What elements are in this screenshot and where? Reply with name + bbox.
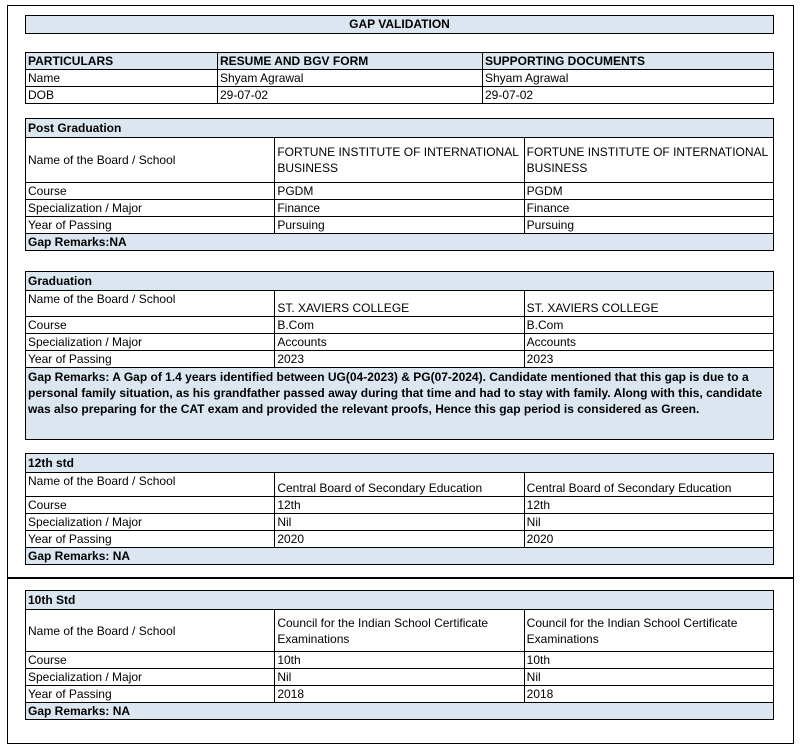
resume-value: 10th [275, 652, 524, 669]
resume-value: Nil [275, 514, 524, 531]
docs-value: Nil [524, 669, 773, 686]
docs-value: Finance [524, 200, 773, 217]
resume-value: B.Com [275, 317, 524, 334]
resume-value: Council for the Indian School Certificate Examinations [275, 610, 524, 652]
docs-value: ST. XAVIERS COLLEGE [524, 291, 773, 317]
resume-value: Central Board of Secondary Education [275, 473, 524, 497]
resume-value: ST. XAVIERS COLLEGE [275, 291, 524, 317]
std12-table [25, 453, 774, 565]
docs-value: PGDM [524, 183, 773, 200]
std10-table [25, 590, 774, 720]
row-label: Course [26, 497, 275, 514]
row-label: Year of Passing [26, 217, 275, 234]
docs-value: 2018 [524, 686, 773, 703]
section-heading: 10th Std [26, 591, 774, 610]
row-label: Specialization / Major [26, 200, 275, 217]
row-label: Year of Passing [26, 531, 275, 548]
section-heading: 12th std [26, 454, 774, 473]
row-label: Course [26, 183, 275, 200]
resume-value: 2020 [275, 531, 524, 548]
row-label: Name [26, 70, 218, 87]
post-graduation-table [25, 118, 774, 251]
docs-value: 10th [524, 652, 773, 669]
gap-remarks: Gap Remarks: NA [26, 703, 774, 720]
row-label: Specialization / Major [26, 514, 275, 531]
gap-remarks: Gap Remarks: NA [26, 548, 774, 565]
row-label: Year of Passing [26, 351, 275, 368]
docs-value: Accounts [524, 334, 773, 351]
docs-value: Shyam Agrawal [483, 70, 774, 87]
docs-value: 29-07-02 [483, 87, 774, 104]
row-label: Specialization / Major [26, 334, 275, 351]
row-label: Specialization / Major [26, 669, 275, 686]
resume-value: 2018 [275, 686, 524, 703]
header-resume: RESUME AND BGV FORM [218, 53, 483, 70]
docs-value: 12th [524, 497, 773, 514]
resume-value: Pursuing [275, 217, 524, 234]
row-label: Name of the Board / School [26, 473, 275, 497]
docs-value: Pursuing [524, 217, 773, 234]
row-label: Course [26, 652, 275, 669]
docs-value: Nil [524, 514, 773, 531]
row-label: Year of Passing [26, 686, 275, 703]
resume-value: Shyam Agrawal [218, 70, 483, 87]
row-label: Name of the Board / School [26, 291, 275, 317]
resume-value: Accounts [275, 334, 524, 351]
row-label: DOB [26, 87, 218, 104]
section-heading: Post Graduation [26, 119, 774, 138]
docs-value: 2020 [524, 531, 773, 548]
resume-value: 29-07-02 [218, 87, 483, 104]
resume-value: 2023 [275, 351, 524, 368]
row-label: Name of the Board / School [26, 610, 275, 652]
section-heading: Graduation [26, 272, 774, 291]
docs-value: 2023 [524, 351, 773, 368]
page-title: GAP VALIDATION [25, 15, 774, 34]
docs-value: B.Com [524, 317, 773, 334]
resume-value: FORTUNE INSTITUTE OF INTERNATIONAL BUSINESS [275, 138, 524, 183]
particulars-table [25, 52, 774, 104]
gap-remarks: Gap Remarks:NA [26, 234, 774, 251]
header-documents: SUPPORTING DOCUMENTS [483, 53, 774, 70]
docs-value: FORTUNE INSTITUTE OF INTERNATIONAL BUSINESS [524, 138, 773, 183]
resume-value: Nil [275, 669, 524, 686]
header-particulars: PARTICULARS [26, 53, 218, 70]
graduation-table [25, 271, 774, 440]
docs-value: Central Board of Secondary Education [524, 473, 773, 497]
resume-value: PGDM [275, 183, 524, 200]
resume-value: Finance [275, 200, 524, 217]
resume-value: 12th [275, 497, 524, 514]
row-label: Course [26, 317, 275, 334]
gap-remarks: Gap Remarks: A Gap of 1.4 years identified between UG(04-2023) & PG(07-2024). Candidate mentioned that this gap is due to a personal family situation, as his grandfather passed away during that time and had to stay with family. Along with this, candidate was also preparing for the CAT exam and provided the relevant proofs, Hence this gap period is considered as Green. [26, 368, 774, 440]
row-label: Name of the Board / School [26, 138, 275, 183]
docs-value: Council for the Indian School Certificate Examinations [524, 610, 773, 652]
